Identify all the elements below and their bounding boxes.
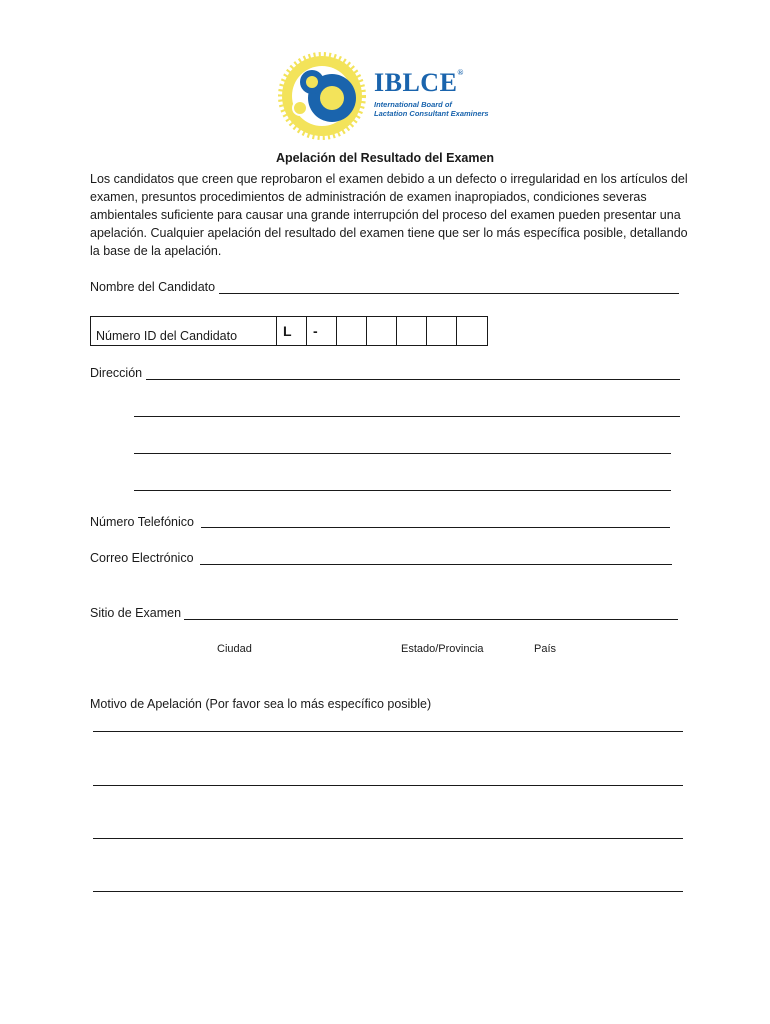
intro-paragraph: Los candidatos que creen que reprobaron el examen debido a un defecto o irregularidad en los artículos del examen, presuntos procedimientos de administración de examen inapropiados, condiciones severas ambientales suficiente para causar una grande interrupción del proceso del examen pueden presentar una apelación. Cualquier apelación del resultado del examen tiene que ser lo más específica posible, detallando la base de la apelación. <box>90 172 688 258</box>
logo-tagline-line: International Board of <box>374 100 452 109</box>
city-label: Ciudad <box>217 643 252 655</box>
candidate-name-line[interactable] <box>219 293 679 294</box>
phone-label: Número Telefónico <box>90 515 194 529</box>
candidate-name-label: Nombre del Candidato <box>90 280 216 294</box>
id-cell[interactable] <box>367 317 397 345</box>
exam-site-label: Sitio de Examen <box>90 606 182 620</box>
state-label: Estado/Provincia <box>401 643 484 655</box>
reason-label: Motivo de Apelación (Por favor sea lo más específico posible) <box>90 697 432 711</box>
address-line-3[interactable] <box>134 453 671 454</box>
id-cell[interactable] <box>337 317 367 345</box>
reason-line-1[interactable] <box>93 731 683 732</box>
address-line-1[interactable] <box>146 379 680 380</box>
reason-line-3[interactable] <box>93 838 683 839</box>
id-cell[interactable] <box>457 317 487 345</box>
iblce-logo <box>270 46 510 146</box>
logo-tagline-line: Lactation Consultant Examiners <box>374 109 489 118</box>
id-cell[interactable]: L <box>277 317 307 345</box>
iblce-logo-emblem <box>270 46 374 146</box>
candidate-id-box <box>90 316 488 346</box>
id-cell[interactable] <box>427 317 457 345</box>
address-label: Dirección <box>90 366 143 380</box>
reason-line-4[interactable] <box>93 891 683 892</box>
exam-site-line[interactable] <box>184 619 678 620</box>
email-line[interactable] <box>200 564 672 565</box>
candidate-id-label: Número ID del Candidato <box>91 317 277 345</box>
reason-line-2[interactable] <box>93 785 683 786</box>
id-cell[interactable]: - <box>307 317 337 345</box>
address-line-2[interactable] <box>134 416 680 417</box>
form-title: Apelación del Resultado del Examen <box>275 151 495 165</box>
country-label: País <box>534 643 557 655</box>
logo-name: IBLCE® <box>374 68 464 97</box>
email-label: Correo Electrónico <box>90 551 194 565</box>
logo-tagline <box>374 100 489 118</box>
address-line-4[interactable] <box>134 490 671 491</box>
phone-line[interactable] <box>201 527 670 528</box>
id-cell[interactable] <box>397 317 427 345</box>
